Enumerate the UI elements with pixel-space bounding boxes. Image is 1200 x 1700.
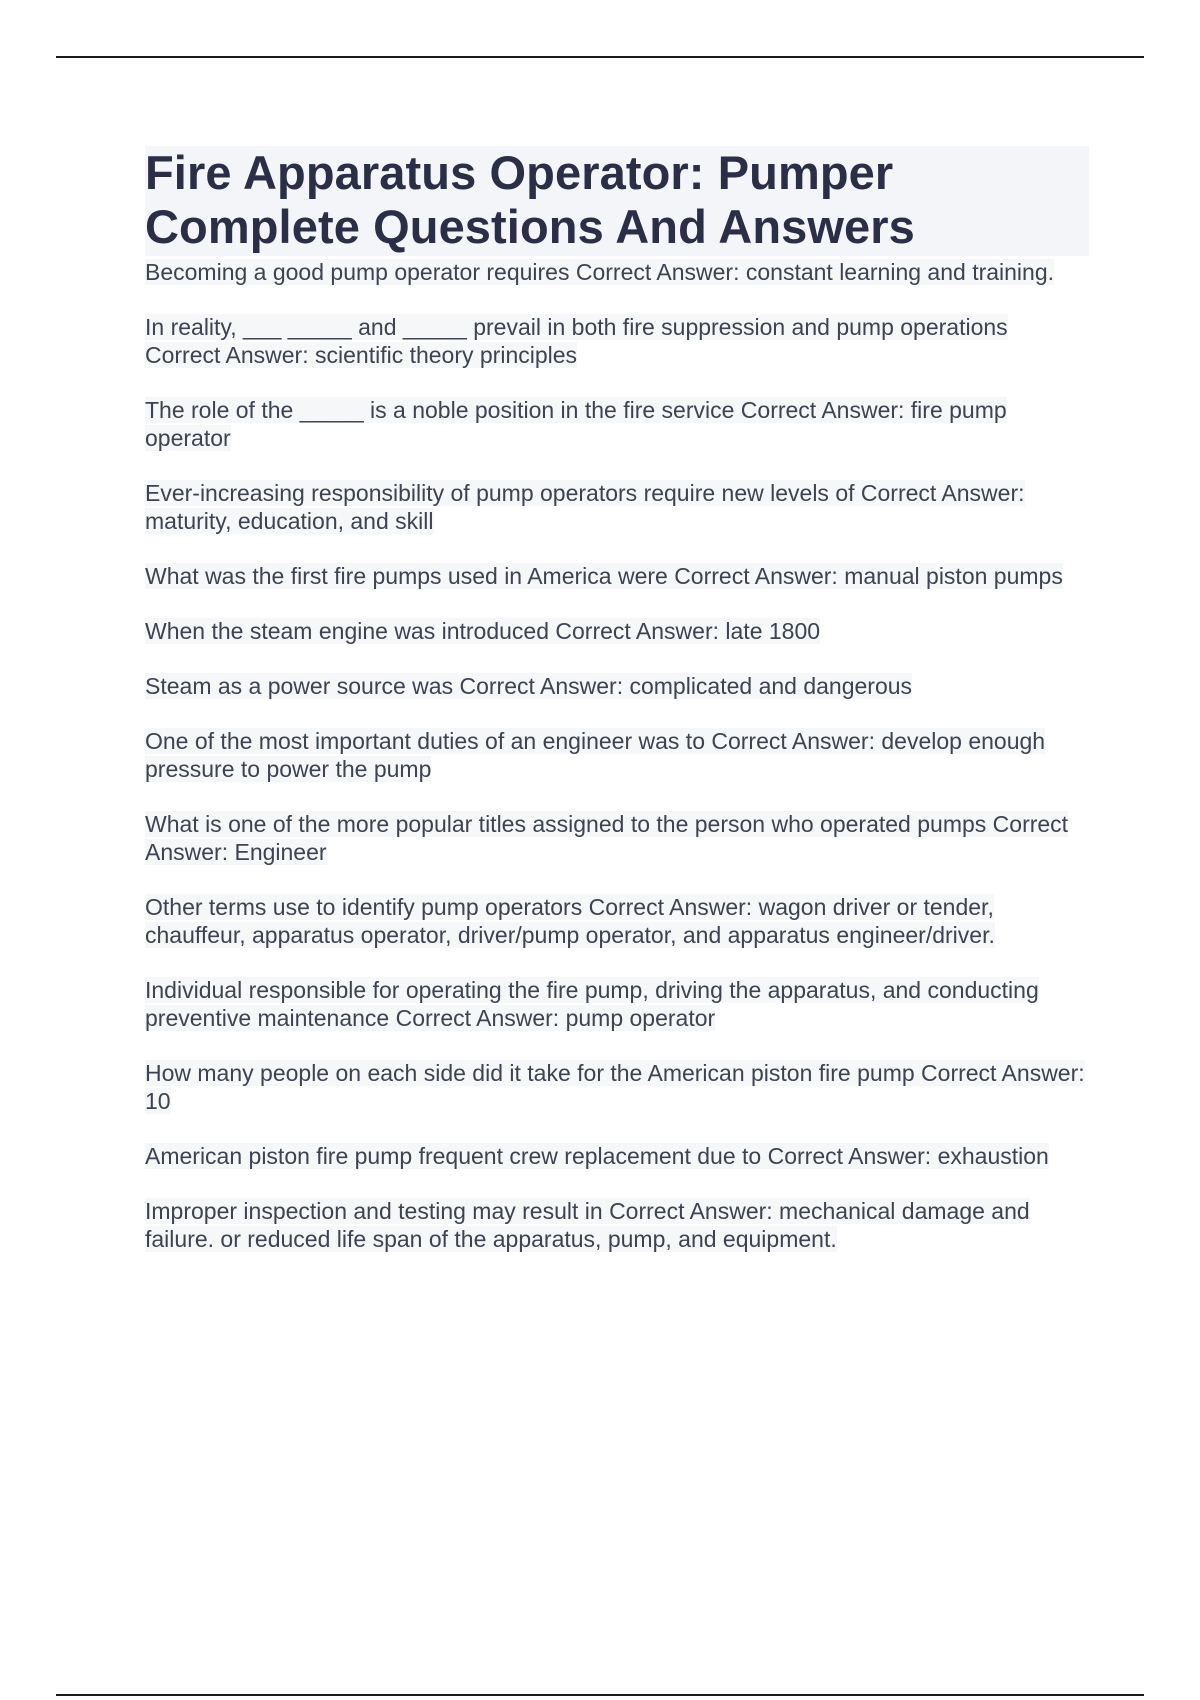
qa-item	[145, 893, 1089, 949]
qa-item	[145, 1197, 1089, 1253]
qa-item	[145, 479, 1089, 535]
qa-text: Steam as a power source was Correct Answer: complicated and dangerous	[145, 673, 913, 699]
qa-item	[145, 672, 1089, 700]
qa-text: Ever-increasing responsibility of pump operators require new levels of Correct Answer: maturity, education, and skill	[145, 480, 1025, 534]
title-line-1: Fire Apparatus Operator: Pumper	[145, 146, 894, 199]
qa-item	[145, 562, 1089, 590]
qa-text: One of the most important duties of an engineer was to Correct Answer: develop enough pressure to power the pump	[145, 728, 1046, 782]
qa-text: In reality, ___ _____ and _____ prevail in both fire suppression and pump operations Correct Answer: scientific theory principles	[145, 314, 1008, 368]
qa-text: Other terms use to identify pump operators Correct Answer: wagon driver or tender, chauffeur, apparatus operator, driver/pump operator, and apparatus engineer/driver.	[145, 894, 995, 948]
bottom-divider	[56, 1694, 1144, 1696]
qa-text: The role of the _____ is a noble position in the fire service Correct Answer: fire pump operator	[145, 397, 1007, 451]
qa-item	[145, 258, 1089, 286]
qa-text: What was the first fire pumps used in America were Correct Answer: manual piston pumps	[145, 563, 1063, 589]
qa-text: When the steam engine was introduced Correct Answer: late 1800	[145, 618, 821, 644]
qa-text: How many people on each side did it take for the American piston fire pump Correct Answer: 10	[145, 1060, 1085, 1114]
qa-item	[145, 976, 1089, 1032]
qa-text: Improper inspection and testing may result in Correct Answer: mechanical damage and failure. or reduced life span of the apparatus, pump, and equipment.	[145, 1198, 1030, 1252]
qa-item	[145, 1142, 1089, 1170]
qa-item	[145, 396, 1089, 452]
qa-text: What is one of the more popular titles assigned to the person who operated pumps Correct Answer: Engineer	[145, 811, 1069, 865]
qa-item	[145, 727, 1089, 783]
qa-item	[145, 313, 1089, 369]
qa-list	[145, 258, 1089, 1253]
qa-item	[145, 617, 1089, 645]
qa-item	[145, 810, 1089, 866]
document-body	[145, 146, 1089, 1280]
qa-text: Individual responsible for operating the fire pump, driving the apparatus, and conducting preventive maintenance Correct Answer: pump operator	[145, 977, 1039, 1031]
qa-text: Becoming a good pump operator requires Correct Answer: constant learning and training.	[145, 259, 1055, 285]
document-title	[145, 146, 1089, 254]
qa-item	[145, 1059, 1089, 1115]
qa-text: American piston fire pump frequent crew replacement due to Correct Answer: exhaustion	[145, 1143, 1049, 1169]
top-divider	[56, 56, 1144, 58]
title-line-2: Complete Questions And Answers	[145, 200, 915, 253]
title-block	[145, 146, 1089, 256]
